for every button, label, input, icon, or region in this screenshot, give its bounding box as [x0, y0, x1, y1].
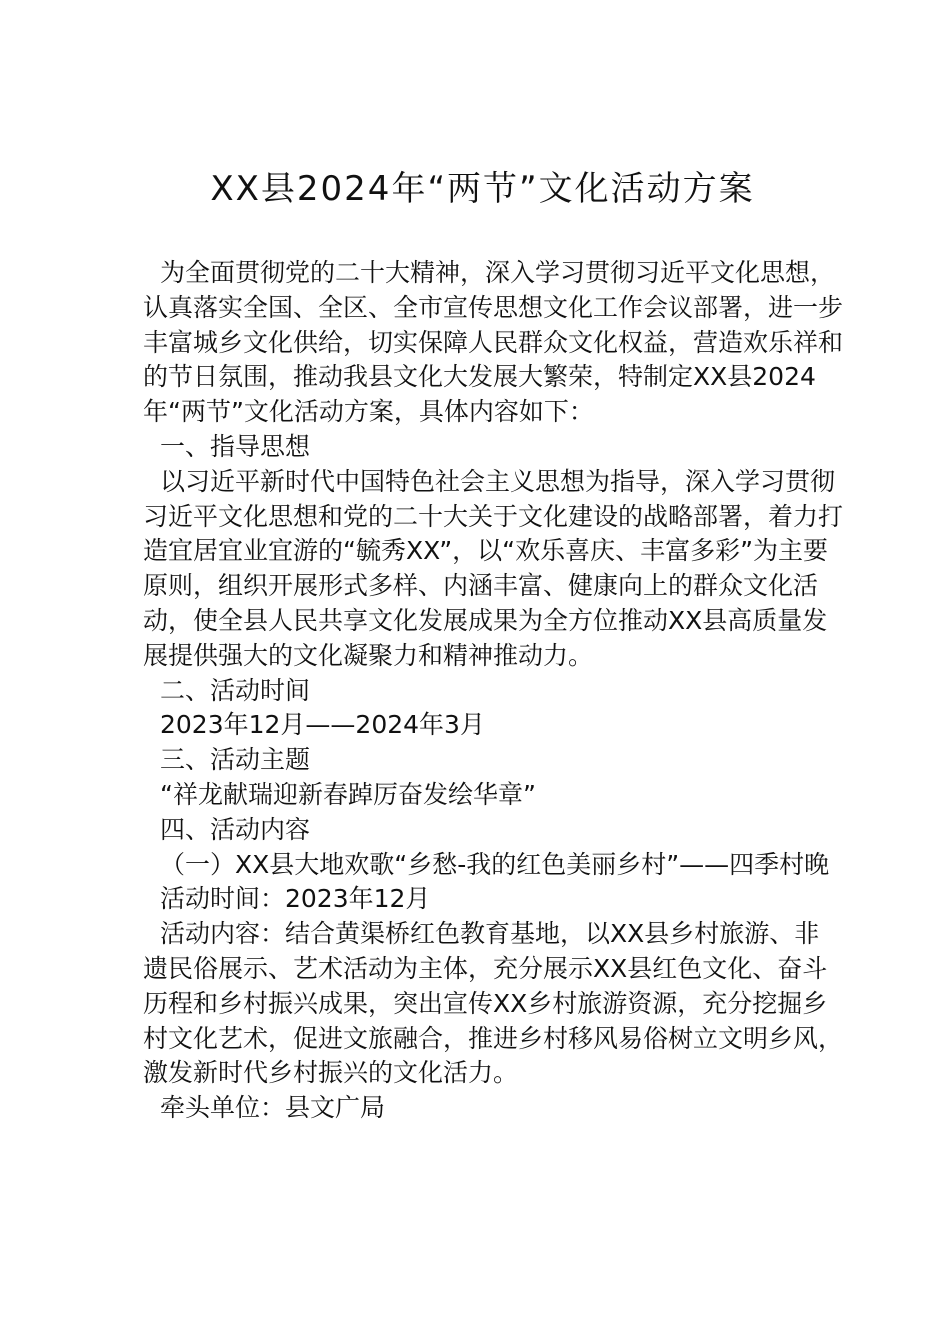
guiding-ideology-paragraph: 以习近平新时代中国特色社会主义思想为指导，深入学习贯彻习近平文化思想和党的二十大关于文化建设的战略部署，着力打造宜居宜业宜游的“毓秀XX”，以“欢乐喜庆、丰富多彩”为主要原则，组织开展形式多样、内涵丰富、健康向上的群众文化活动，使全县人民共享文化发展成果为全方位推动XX县高质量发展提供强大的文化凝聚力和精神推动力。	[143, 466, 844, 670]
subsection-heading-village-gala: （一）XX县大地欢歌“乡愁-我的红色美丽乡村”——四季村晚	[160, 849, 830, 879]
section-heading-guiding-ideology: 一、指导思想	[160, 431, 311, 461]
intro-paragraph: 为全面贯彻党的二十大精神，深入学习贯彻习近平文化思想，认真落实全国、全区、全市宣传思想文化工作会议部署，进一步丰富城乡文化供给，切实保障人民群众文化权益，营造欢乐祥和的节日氛围，推动我县文化大发展大繁荣，特制定XX县2024年“两节”文化活动方案，具体内容如下：	[143, 258, 844, 427]
section-heading-activity-time: 二、活动时间	[160, 675, 311, 705]
village-gala-lead-unit: 牵头单位：县文广局	[160, 1093, 386, 1123]
village-gala-content: 活动内容：结合黄渠桥红色教育基地，以XX县乡村旅游、非遗民俗展示、艺术活动为主体，充分展示XX县红色文化、奋斗历程和乡村振兴成果，突出宣传XX乡村旅游资源，充分挖掘乡村文化艺术，促进文旅融合，推进乡村移风易俗树立文明乡风，激发新时代乡村振兴的文化活力。	[143, 919, 844, 1088]
document-body	[143, 256, 843, 1126]
section-heading-activity-content: 四、活动内容	[160, 814, 311, 844]
document-title: XX县2024年“两节”文化活动方案	[210, 169, 755, 209]
village-gala-time: 活动时间：2023年12月	[160, 884, 431, 914]
activity-theme-paragraph: “祥龙献瑞迎新春踔厉奋发绘华章”	[160, 779, 536, 809]
section-heading-activity-theme: 三、活动主题	[160, 745, 311, 775]
activity-time-paragraph: 2023年12月——2024年3月	[160, 710, 485, 740]
